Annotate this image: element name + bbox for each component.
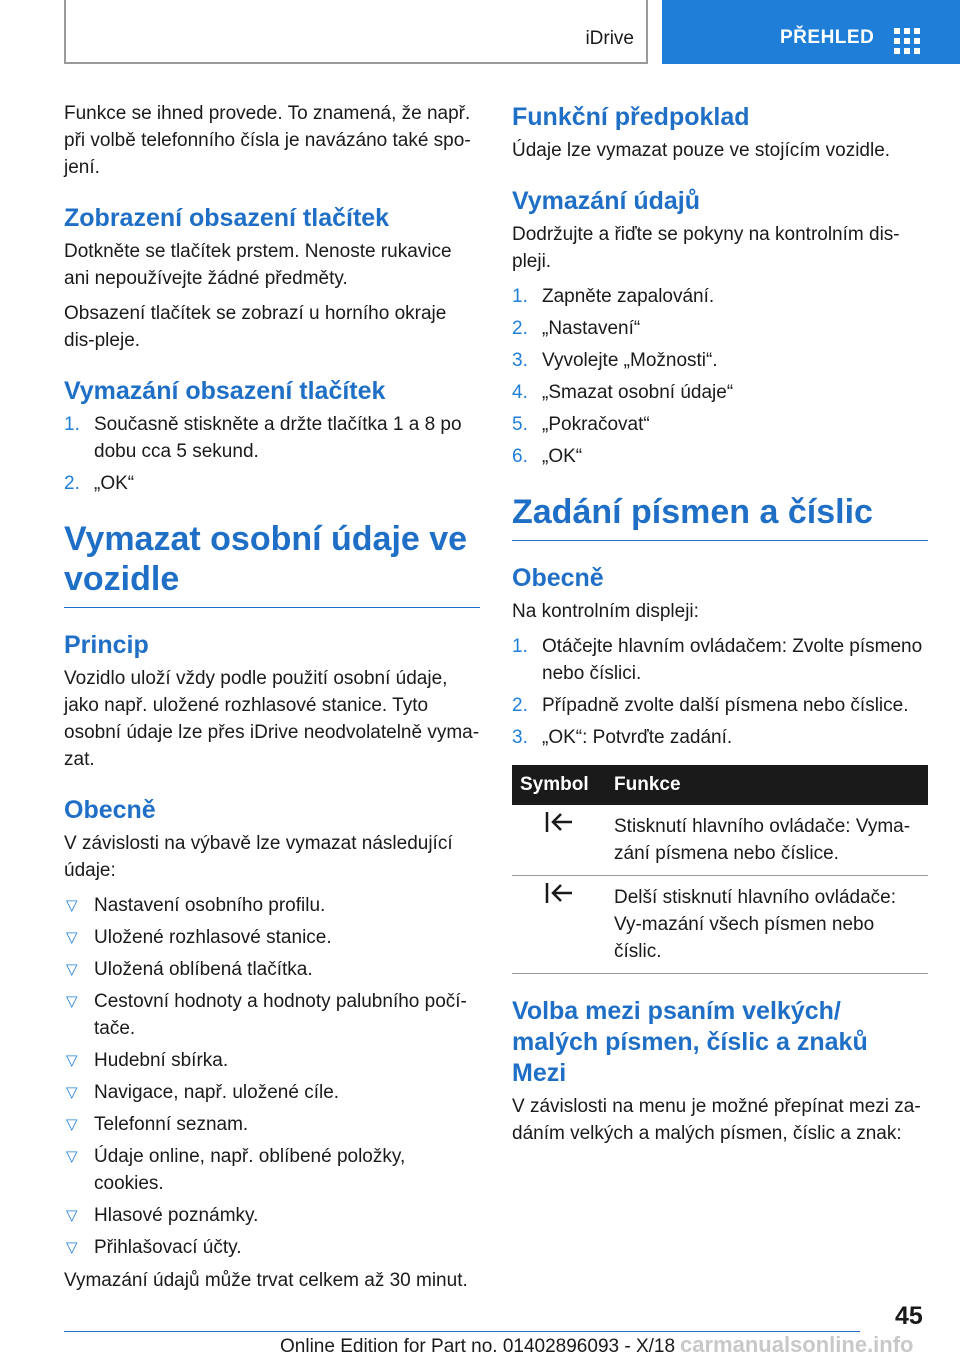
step-number: 3. [512, 727, 528, 748]
triangle-bullet-icon: ▽ [66, 929, 78, 946]
step-text: Zapněte zapalování. [542, 286, 715, 307]
bullet-text: Údaje online, např. oblíbené položky, cookies. [94, 1146, 406, 1194]
triangle-bullet-icon: ▽ [66, 1052, 78, 1069]
symbol-cell [512, 805, 606, 876]
entry-steps [512, 633, 928, 751]
list-item [64, 924, 480, 951]
step-number: 2. [64, 473, 80, 494]
heading-letters-numbers-entry: Zadání písmen a číslic [512, 492, 928, 541]
step-text: „Pokračovat“ [542, 414, 650, 435]
step-text: Vyvolejte „Možnosti“. [542, 350, 718, 371]
triangle-bullet-icon: ▽ [66, 1207, 78, 1224]
triangle-bullet-icon: ▽ [66, 993, 78, 1010]
step-text: „OK“ [542, 446, 583, 467]
step-number: 4. [512, 382, 528, 403]
list-item [64, 1111, 480, 1138]
step-number: 2. [512, 318, 528, 339]
deletable-data-list [64, 892, 480, 1261]
triangle-bullet-icon: ▽ [66, 1084, 78, 1101]
list-item [64, 470, 480, 497]
bullet-text: Navigace, např. uložené cíle. [94, 1082, 340, 1103]
general-paragraph: V závislosti na výbavě lze vymazat následující údaje: [64, 833, 453, 881]
list-item [64, 411, 480, 465]
bullet-text: Telefonní seznam. [94, 1114, 249, 1135]
function-cell: Delší stisknutí hlavního ovládače: Vy-mazání všech písmen nebo číslic. [606, 876, 928, 974]
step-number: 5. [512, 414, 528, 435]
step-text: Otáčejte hlavním ovládačem: Zvolte písmeno nebo číslici. [542, 636, 923, 684]
heading-prerequisite: Funkční předpoklad [512, 103, 750, 131]
list-item [512, 379, 928, 406]
step-text: „OK“: Potvrďte zadání. [542, 727, 733, 748]
list-item [512, 633, 928, 687]
bullet-text: Nastavení osobního profilu. [94, 895, 326, 916]
table-header-row [512, 765, 928, 805]
intro-paragraph: Funkce se ihned provede. To znamená, že např. při volbě telefonního čísla je navázáno také spo-jení. [64, 103, 471, 178]
list-item [64, 956, 480, 983]
heading-general-right: Obecně [512, 564, 604, 592]
list-item [512, 347, 928, 374]
grid-icon [894, 28, 920, 54]
list-item [512, 443, 928, 470]
list-item [512, 692, 928, 719]
list-item [64, 1079, 480, 1106]
watermark: carmanualsonline.info [680, 1332, 914, 1357]
show-assignment-p1: Dotkněte se tlačítek prstem. Nenoste rukavice ani nepoužívejte žádné předměty. [64, 241, 452, 289]
back-arrow-icon [544, 809, 574, 835]
triangle-bullet-icon: ▽ [66, 1148, 78, 1165]
step-text: „Smazat osobní údaje“ [542, 382, 734, 403]
step-text: Případně zvolte další písmena nebo číslice. [542, 695, 909, 716]
table-row [512, 805, 928, 876]
symbol-cell [512, 876, 606, 974]
triangle-bullet-icon: ▽ [66, 1116, 78, 1133]
case-switch-paragraph: V závislosti na menu je možné přepínat mezi za-dáním velkých a malých písmen, číslic a znak: [512, 1096, 921, 1144]
right-column [512, 100, 928, 1155]
delete-data-steps [512, 283, 928, 470]
triangle-bullet-icon: ▽ [66, 961, 78, 978]
general-right-paragraph: Na kontrolním displeji: [512, 601, 699, 622]
show-assignment-p2: Obsazení tlačítek se zobrazí u horního okraje dis-pleje. [64, 303, 447, 351]
step-number: 1. [512, 636, 528, 657]
bullet-text: Hlasové poznámky. [94, 1205, 259, 1226]
heading-delete-data: Vymazání údajů [512, 187, 701, 215]
header-section-box [64, 0, 648, 64]
step-number: 6. [512, 446, 528, 467]
triangle-bullet-icon: ▽ [66, 1239, 78, 1256]
col-function-header: Funkce [606, 765, 928, 805]
list-item [64, 1234, 480, 1261]
header-overview-tab[interactable] [662, 0, 960, 64]
step-number: 3. [512, 350, 528, 371]
triangle-bullet-icon: ▽ [66, 897, 78, 914]
step-number: 1. [64, 414, 80, 435]
list-item [64, 988, 480, 1042]
heading-delete-assignment: Vymazání obsazení tlačítek [64, 377, 386, 405]
heading-principle: Princip [64, 631, 149, 659]
bullet-text: Přihlašovací účty. [94, 1237, 242, 1258]
list-item [512, 411, 928, 438]
symbol-table [512, 765, 928, 974]
step-text: „Nastavení“ [542, 318, 641, 339]
principle-paragraph: Vozidlo uloží vždy podle použití osobní údaje, jako např. uložené rozhlasové stanice. Tyto osobní údaje lze přes iDrive neodvolatelně vyma-zat. [64, 668, 480, 770]
heading-case-switch: Volba mezi psaním velkých/ malých písmen, číslic a znaků Mezi [512, 997, 868, 1087]
header-tab-label: PŘEHLED [780, 27, 875, 48]
list-item [64, 892, 480, 919]
list-item [512, 315, 928, 342]
heading-delete-personal-data: Vymazat osobní údaje ve vozidle [64, 519, 480, 608]
footer-edition: Online Edition for Part no. 01402896093 - X/18 [280, 1336, 676, 1357]
step-number: 2. [512, 695, 528, 716]
closing-paragraph: Vymazání údajů může trvat celkem až 30 minut. [64, 1270, 468, 1291]
bullet-text: Cestovní hodnoty a hodnoty palubního počí-tače. [94, 991, 467, 1039]
list-item [512, 724, 928, 751]
bullet-text: Uložená oblíbená tlačítka. [94, 959, 313, 980]
page-number: 45 [895, 1302, 923, 1330]
table-row [512, 876, 928, 974]
list-item [64, 1202, 480, 1229]
heading-show-assignment: Zobrazení obsazení tlačítek [64, 204, 390, 232]
bullet-text: Hudební sbírka. [94, 1050, 229, 1071]
prerequisite-paragraph: Údaje lze vymazat pouze ve stojícím vozidle. [512, 140, 891, 161]
bullet-text: Uložené rozhlasové stanice. [94, 927, 332, 948]
step-text: Současně stiskněte a držte tlačítka 1 a 8 po dobu cca 5 sekund. [94, 414, 462, 462]
function-cell: Stisknutí hlavního ovládače: Vyma-zání písmena nebo číslice. [606, 805, 928, 876]
list-item [512, 283, 928, 310]
delete-data-paragraph: Dodržujte a řiďte se pokyny na kontrolním dis-pleji. [512, 224, 900, 272]
step-text: „OK“ [94, 473, 135, 494]
col-symbol-header: Symbol [512, 765, 606, 805]
left-column [64, 100, 480, 1302]
heading-general: Obecně [64, 796, 156, 824]
list-item [64, 1143, 480, 1197]
header-section-title: iDrive [585, 28, 634, 49]
step-number: 1. [512, 286, 528, 307]
list-item [64, 1047, 480, 1074]
delete-assignment-steps [64, 411, 480, 497]
back-arrow-icon [544, 880, 574, 906]
